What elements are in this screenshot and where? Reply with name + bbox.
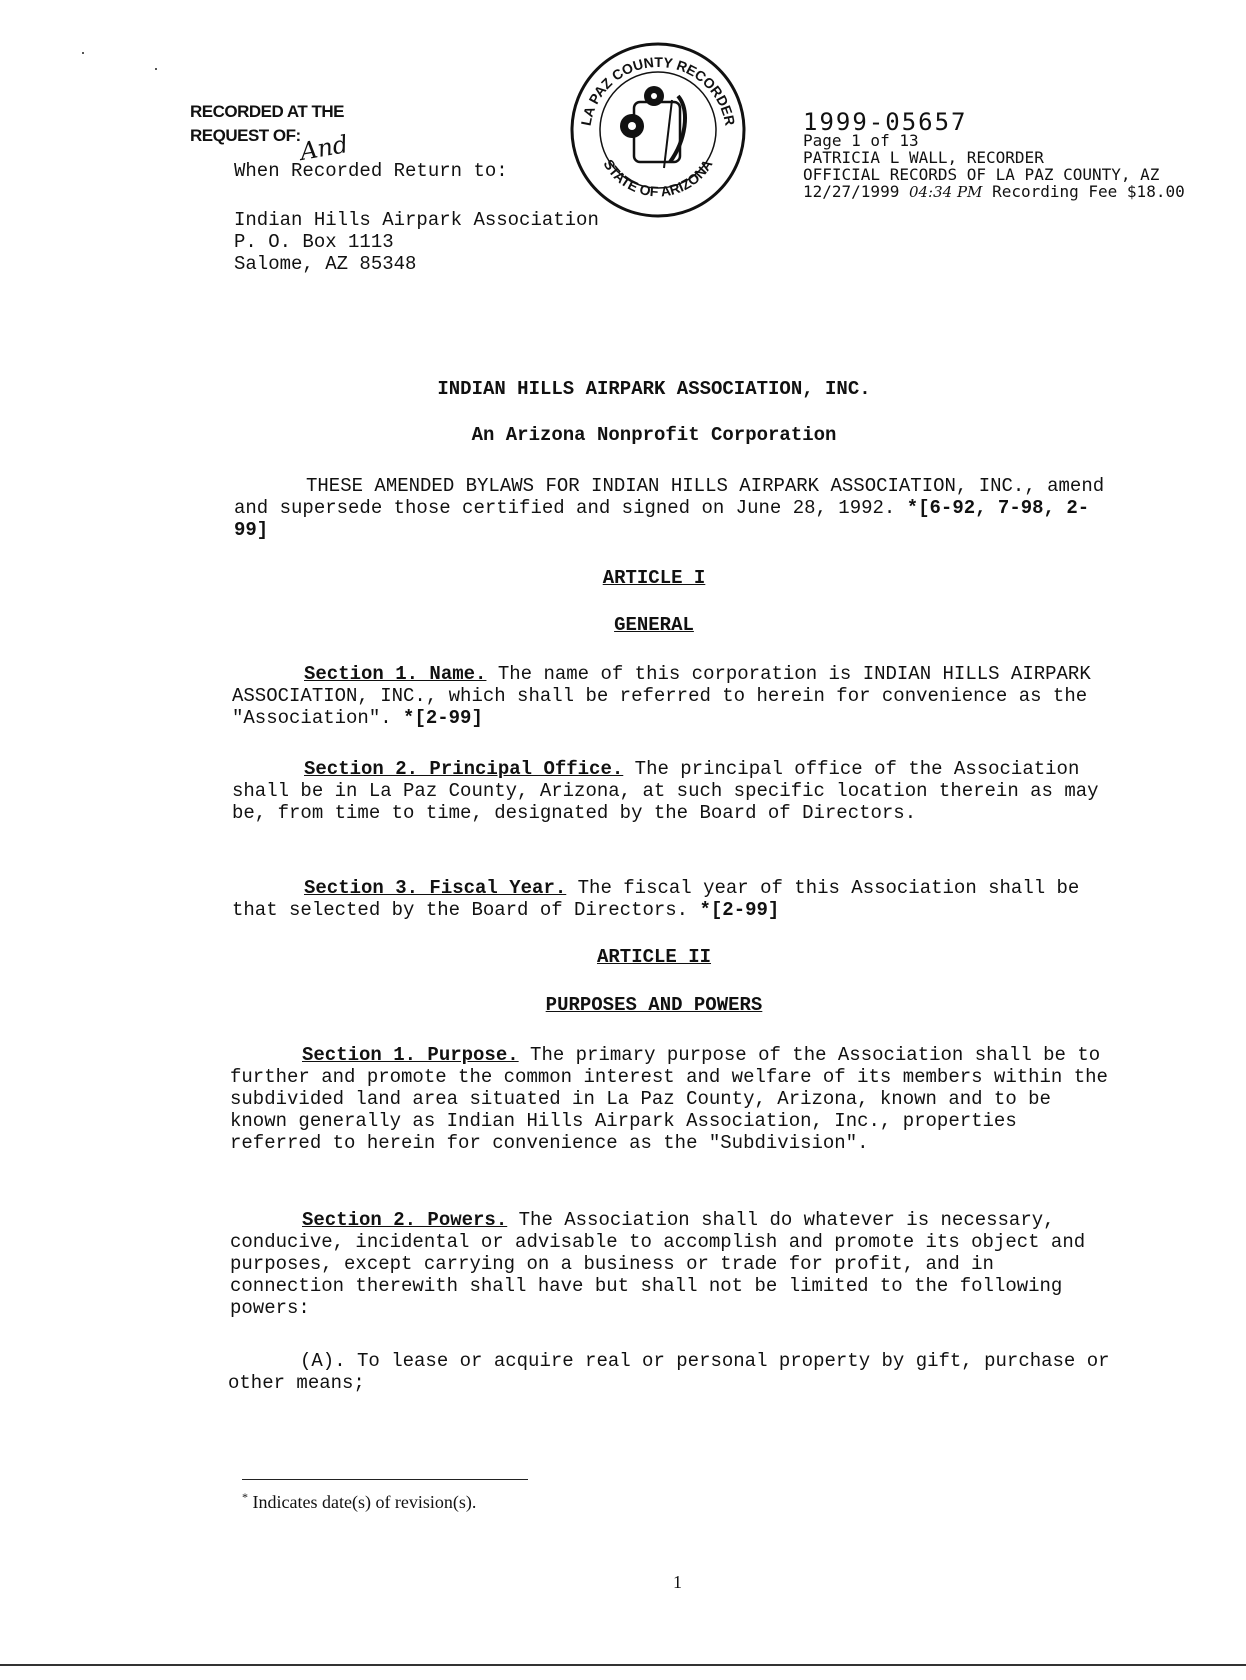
- recording-date-line: [803, 183, 1185, 201]
- article-1-section-2: [232, 758, 1112, 824]
- footnote: [242, 1490, 476, 1513]
- footnote-text: Indicates date(s) of revision(s).: [252, 1492, 477, 1512]
- article-2-subheading: PURPOSES AND POWERS: [545, 994, 763, 1016]
- address-line: Indian Hills Airpark Association: [234, 209, 599, 231]
- section-text: The Association shall do whatever is necessary, conducive, incidental or advisable to accomplish and promote its object and purposes, except carrying on a business or trade for profit, and in connection therewith shall have but shall not be limited to the following powers:: [230, 1209, 1086, 1319]
- intro-paragraph: [234, 475, 1114, 541]
- article-2-section-2: [230, 1209, 1115, 1319]
- county-recorder-seal: [568, 40, 748, 220]
- page-number: 1: [673, 1572, 682, 1592]
- address-line: P. O. Box 1113: [234, 231, 394, 253]
- seal-graphic: [568, 40, 748, 220]
- recording-time: 04:34 PM: [908, 183, 983, 201]
- recording-number: 1999-05657: [803, 108, 968, 136]
- stamp-line-1: RECORDED AT THE: [190, 102, 344, 121]
- scan-speck: [82, 52, 84, 54]
- page-count: Page 1 of 13: [803, 131, 919, 150]
- article-1-heading: ARTICLE I: [602, 567, 706, 589]
- section-heading: Section 1. Name.: [304, 663, 487, 685]
- section-heading: Section 2. Principal Office.: [304, 758, 624, 780]
- recorder-info-block: [803, 132, 1185, 201]
- section-heading: Section 3. Fiscal Year.: [304, 877, 567, 899]
- scan-edge-line: [0, 1664, 1246, 1666]
- official-records: OFFICIAL RECORDS OF LA PAZ COUNTY, AZ: [803, 165, 1160, 184]
- address-line: Salome, AZ 85348: [234, 253, 417, 275]
- article-1-subheading: GENERAL: [614, 614, 694, 636]
- seal-top-text: LA PAZ COUNTY RECORDER: [577, 53, 739, 127]
- section-text: The principal office of the Association shall be in La Paz County, Arizona, at such specific location therein as may be, from time to time, designated by the Board of Directors.: [232, 758, 1099, 824]
- section-text: The primary purpose of the Association shall be to further and promote the common interest and welfare of its members within the subdivided land area situated in La Paz County, Arizona, known and to be known generally as Indian Hills Airpark Association, Inc., properties referred to herein for convenience as the "Subdivision".: [230, 1044, 1108, 1154]
- recording-date: 12/27/1999: [803, 182, 900, 201]
- return-address: [234, 209, 599, 275]
- recorder-name: PATRICIA L WALL, RECORDER: [803, 148, 1044, 167]
- seal-bottom-text: STATE OF ARIZONA: [600, 156, 716, 200]
- section-text: The fiscal year of this Association shall be that selected by the Board of Directors.: [232, 877, 1080, 921]
- handwritten-signature: And: [297, 130, 351, 166]
- article-2-heading: ARTICLE II: [596, 946, 712, 968]
- section-heading: Section 2. Powers.: [302, 1209, 508, 1231]
- article-2-item-a: [228, 1350, 1113, 1394]
- footnote-mark: *: [242, 1490, 248, 1504]
- article-1-section-3: [232, 877, 1112, 921]
- stamp-line-2: REQUEST OF:: [190, 126, 301, 145]
- section-revision: *[2-99]: [403, 707, 483, 729]
- recording-fee: Recording Fee $18.00: [992, 182, 1185, 201]
- return-to-label: When Recorded Return to:: [234, 160, 508, 182]
- section-heading: Section 1. Purpose.: [302, 1044, 519, 1066]
- scan-speck: [155, 68, 157, 70]
- footnote-rule: [242, 1479, 528, 1480]
- section-text: The name of this corporation is INDIAN HILLS AIRPARK ASSOCIATION, INC., which shall be referred to herein for convenience as the "Association".: [232, 663, 1091, 729]
- section-revision: *[2-99]: [699, 899, 780, 921]
- article-2-section-1: [230, 1044, 1115, 1154]
- article-1-section-1: [232, 663, 1112, 729]
- item-text: (A). To lease or acquire real or personal property by gift, purchase or other means;: [228, 1350, 1110, 1394]
- intro-revision: *[6-92, 7-98, 2-99]: [234, 497, 1090, 541]
- intro-text: THESE AMENDED BYLAWS FOR INDIAN HILLS AIRPARK ASSOCIATION, INC., amend and supersede those certified and signed on June 28, 1992.: [234, 475, 1105, 519]
- document-subtitle: An Arizona Nonprofit Corporation: [471, 424, 837, 446]
- document-title: INDIAN HILLS AIRPARK ASSOCIATION, INC.: [437, 378, 871, 400]
